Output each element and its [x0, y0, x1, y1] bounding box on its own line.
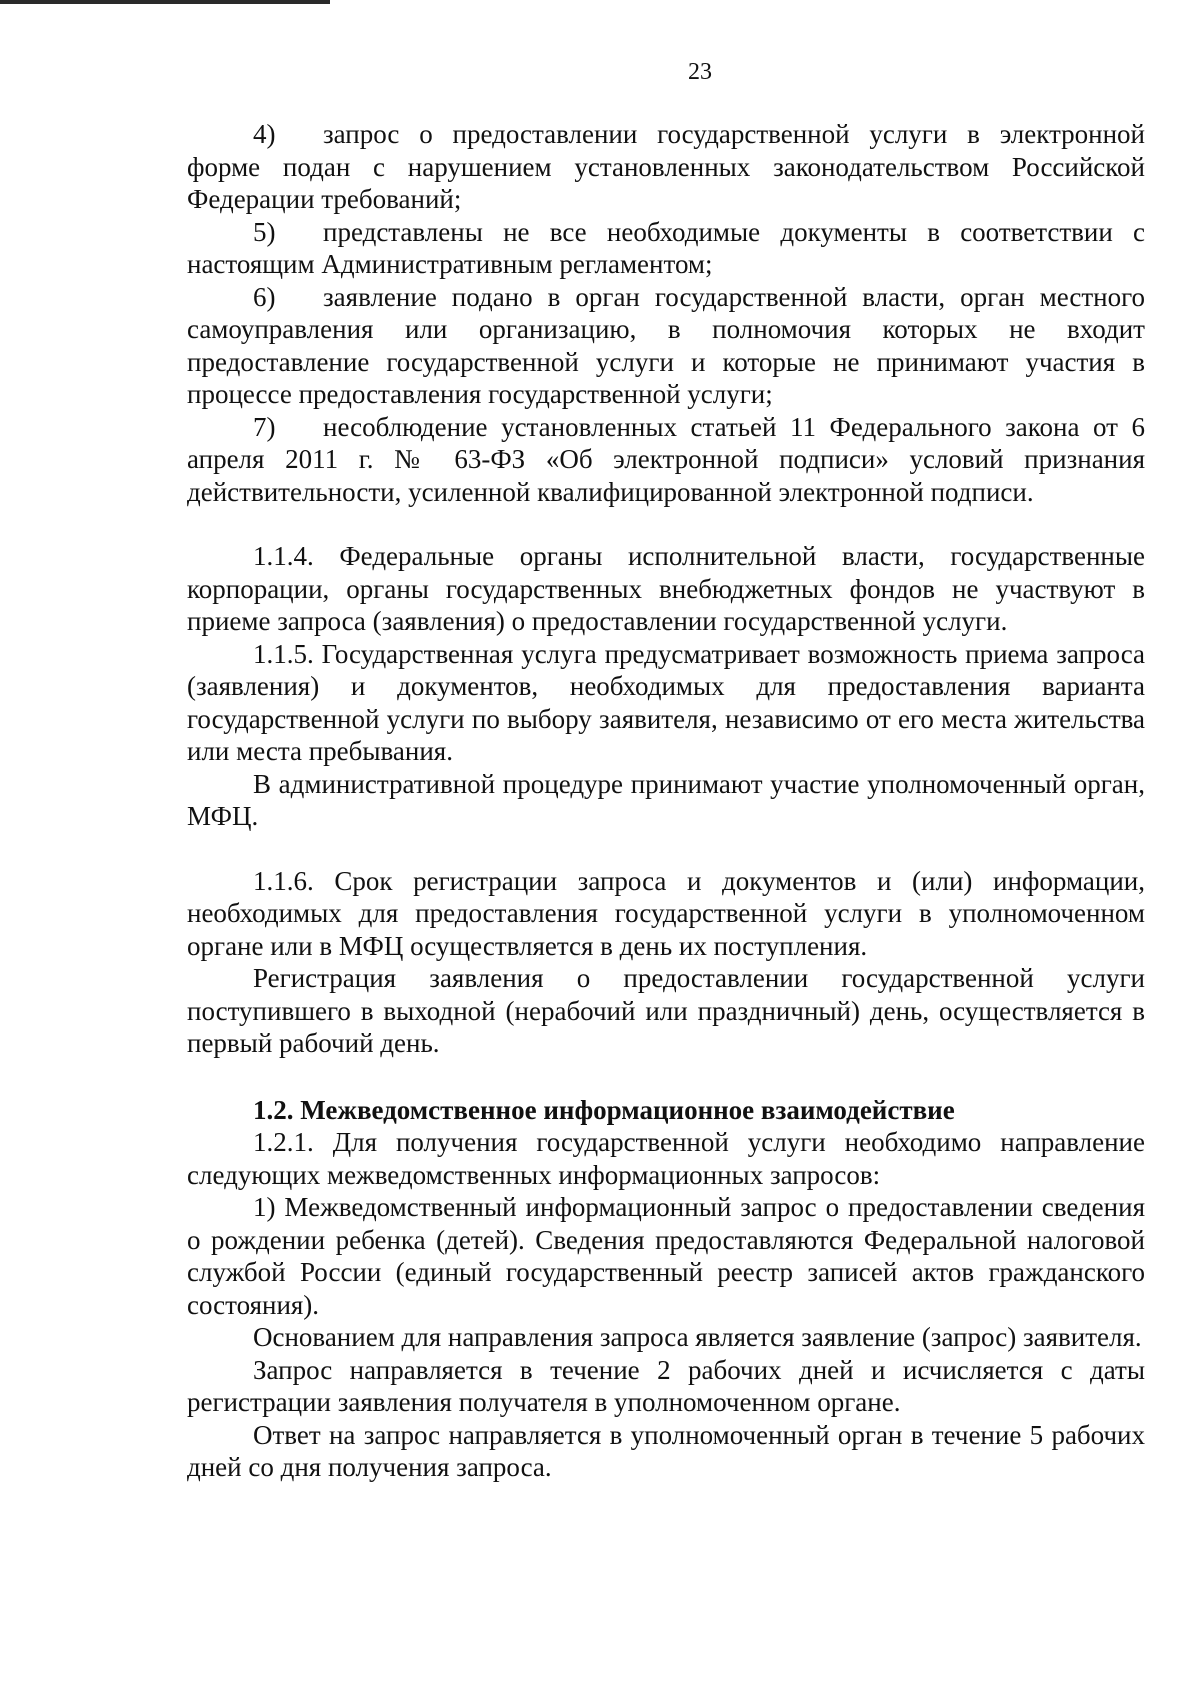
paragraph-request-basis: Основанием для направления запроса является заявление (запрос) заявителя. — [253, 1322, 1142, 1352]
list-item-5 — [187, 216, 1145, 281]
paragraph-request-1: 1) Межведомственный информационный запрос о предоставлении сведения о рождении ребенка (детей). Сведения предоставляются Федеральной налоговой службой России (единый государственный реестр записей актов гражданского состояния). — [187, 1192, 1145, 1320]
list-item-7 — [187, 411, 1145, 509]
paragraph-registration: Регистрация заявления о предоставлении государственной услуги поступившего в выходной (нерабочий или праздничный) день, осуществляется в первый рабочий день. — [187, 963, 1145, 1058]
paragraph-response-timing: Ответ на запрос направляется в уполномоченный орган в течение 5 рабочих дней со дня получения запроса. — [187, 1419, 1145, 1482]
list-item-marker: 5) — [253, 216, 276, 247]
paragraph-1-1-6: 1.1.6. Срок регистрации запроса и документов и (или) информации, необходимых для предоставления государственной услуги в уполномоченном органе или в МФЦ осуществляется в день их поступления. — [187, 865, 1145, 961]
scan-edge-mark — [0, 0, 330, 4]
list-item-marker: 6) — [253, 281, 276, 312]
list-item-marker: 7) — [253, 411, 276, 442]
document-body — [187, 118, 1145, 1484]
list-item-text: запрос о предоставлении государственной услуги в электронной форме подан с нарушением установленных законодательством Российской Федерации требований; — [187, 119, 1145, 214]
section-heading-1-2: 1.2. Межведомственное информационное взаимодействие — [253, 1094, 955, 1125]
list-item-marker: 4) — [253, 119, 276, 149]
list-item-6 — [187, 281, 1145, 411]
paragraph-1-1-4: 1.1.4. Федеральные органы исполнительной власти, государственные корпорации, органы государственных внебюджетных фондов не участвуют в приеме запроса (заявления) о предоставлении государственной услуги. — [187, 541, 1145, 636]
list-item-4 — [187, 118, 1145, 216]
list-item-text: заявление подано в орган государственной власти, орган местного самоуправления или организацию, в полномочия которых не входит предоставление государственной услуги и которые не принимают участия в процессе предоставления государственной услуги; — [187, 281, 1145, 409]
paragraph-1-1-5: 1.1.5. Государственная услуга предусматривает возможность приема запроса (заявления) и документов, необходимых для предоставления варианта государственной услуги по выбору заявителя, независимо от его места жительства или места пребывания. — [187, 638, 1145, 766]
list-item-text: представлены не все необходимые документы в соответствии с настоящим Административным регламентом; — [187, 216, 1145, 279]
paragraph-participants: В административной процедуре принимают участие уполномоченный орган, МФЦ. — [187, 768, 1145, 831]
paragraph-request-timing: Запрос направляется в течение 2 рабочих дней и исчисляется с даты регистрации заявления получателя в уполномоченном органе. — [187, 1354, 1145, 1417]
page-number: 23 — [688, 59, 712, 85]
list-item-text: несоблюдение установленных статьей 11 Федерального закона от 6 апреля 2011 г. № 63-ФЗ «Об электронной подписи» условий признания действительности, усиленной квалифицированной электронной подписи. — [187, 411, 1145, 507]
paragraph-1-2-1: 1.2.1. Для получения государственной услуги необходимо направление следующих межведомственных информационных запросов: — [187, 1127, 1145, 1190]
